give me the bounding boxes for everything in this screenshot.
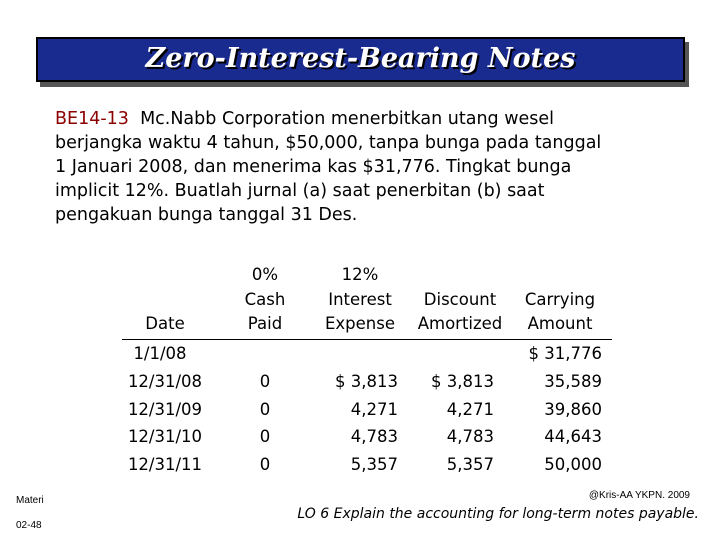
cell-cash-paid: 0 [259, 455, 271, 474]
cell-interest-expense: 4,783 [350, 427, 398, 446]
cell-interest-expense: 5,357 [350, 455, 398, 474]
cell-carrying-amount: $ 31,776 [528, 344, 602, 363]
header-carrying: Carrying [524, 290, 596, 309]
learning-objective: LO 6 Explain the accounting for long-term notes payable. [297, 506, 699, 522]
header-cash-paid: Paid [247, 314, 283, 333]
cell-interest-expense: 4,271 [350, 400, 398, 419]
cell-cash-paid: 0 [259, 427, 271, 446]
cell-cash-paid: 0 [259, 372, 271, 391]
slide-title-bar [36, 37, 685, 82]
header-date: Date [145, 314, 185, 333]
cell-date: 12/31/11 [127, 455, 203, 474]
cell-date: 1/1/08 [133, 344, 187, 363]
header-amount: Amount [527, 314, 593, 333]
problem-line: implicit 12%. Buatlah jurnal (a) saat penerbitan (b) saat [55, 181, 545, 201]
header-cash-rate: 0% [251, 265, 279, 284]
cell-date: 12/31/10 [127, 427, 203, 446]
page-number: 02-48 [16, 520, 42, 531]
slide-title: Zero-Interest-Bearing Notes [145, 43, 576, 74]
header-expense: Expense [324, 314, 396, 333]
cell-discount-amortized: $ 3,813 [431, 372, 494, 391]
header-amortized: Amortized [417, 314, 503, 333]
cell-interest-expense: $ 3,813 [335, 372, 398, 391]
header-divider [122, 339, 612, 340]
copyright-text: @Kris-AA YKPN. 2009 [588, 490, 690, 501]
problem-id: BE14-13 [55, 109, 129, 129]
cell-carrying-amount: 50,000 [544, 455, 602, 474]
problem-line: pengakuan bunga tanggal 31 Des. [55, 205, 358, 225]
materi-label: Materi [16, 495, 44, 506]
cell-discount-amortized: 5,357 [446, 455, 494, 474]
header-interest-rate: 12% [341, 265, 379, 284]
cell-carrying-amount: 35,589 [544, 372, 602, 391]
header-interest: Interest [328, 290, 392, 309]
problem-line: 1 Januari 2008, dan menerima kas $31,776. Tingkat bunga [55, 157, 572, 177]
header-discount: Discount [423, 290, 497, 309]
problem-line: berjangka waktu 4 tahun, $50,000, tanpa bunga pada tanggal [55, 133, 602, 153]
cell-discount-amortized: 4,783 [446, 427, 494, 446]
cell-cash-paid: 0 [259, 400, 271, 419]
problem-statement [55, 107, 695, 227]
cell-date: 12/31/09 [127, 400, 203, 419]
cell-date: 12/31/08 [127, 372, 203, 391]
cell-discount-amortized: 4,271 [446, 400, 494, 419]
cell-carrying-amount: 39,860 [544, 400, 602, 419]
cell-carrying-amount: 44,643 [544, 427, 602, 446]
problem-line-text: Mc.Nabb Corporation menerbitkan utang wesel [140, 109, 555, 129]
header-cash: Cash [244, 290, 286, 309]
problem-line [55, 107, 695, 131]
